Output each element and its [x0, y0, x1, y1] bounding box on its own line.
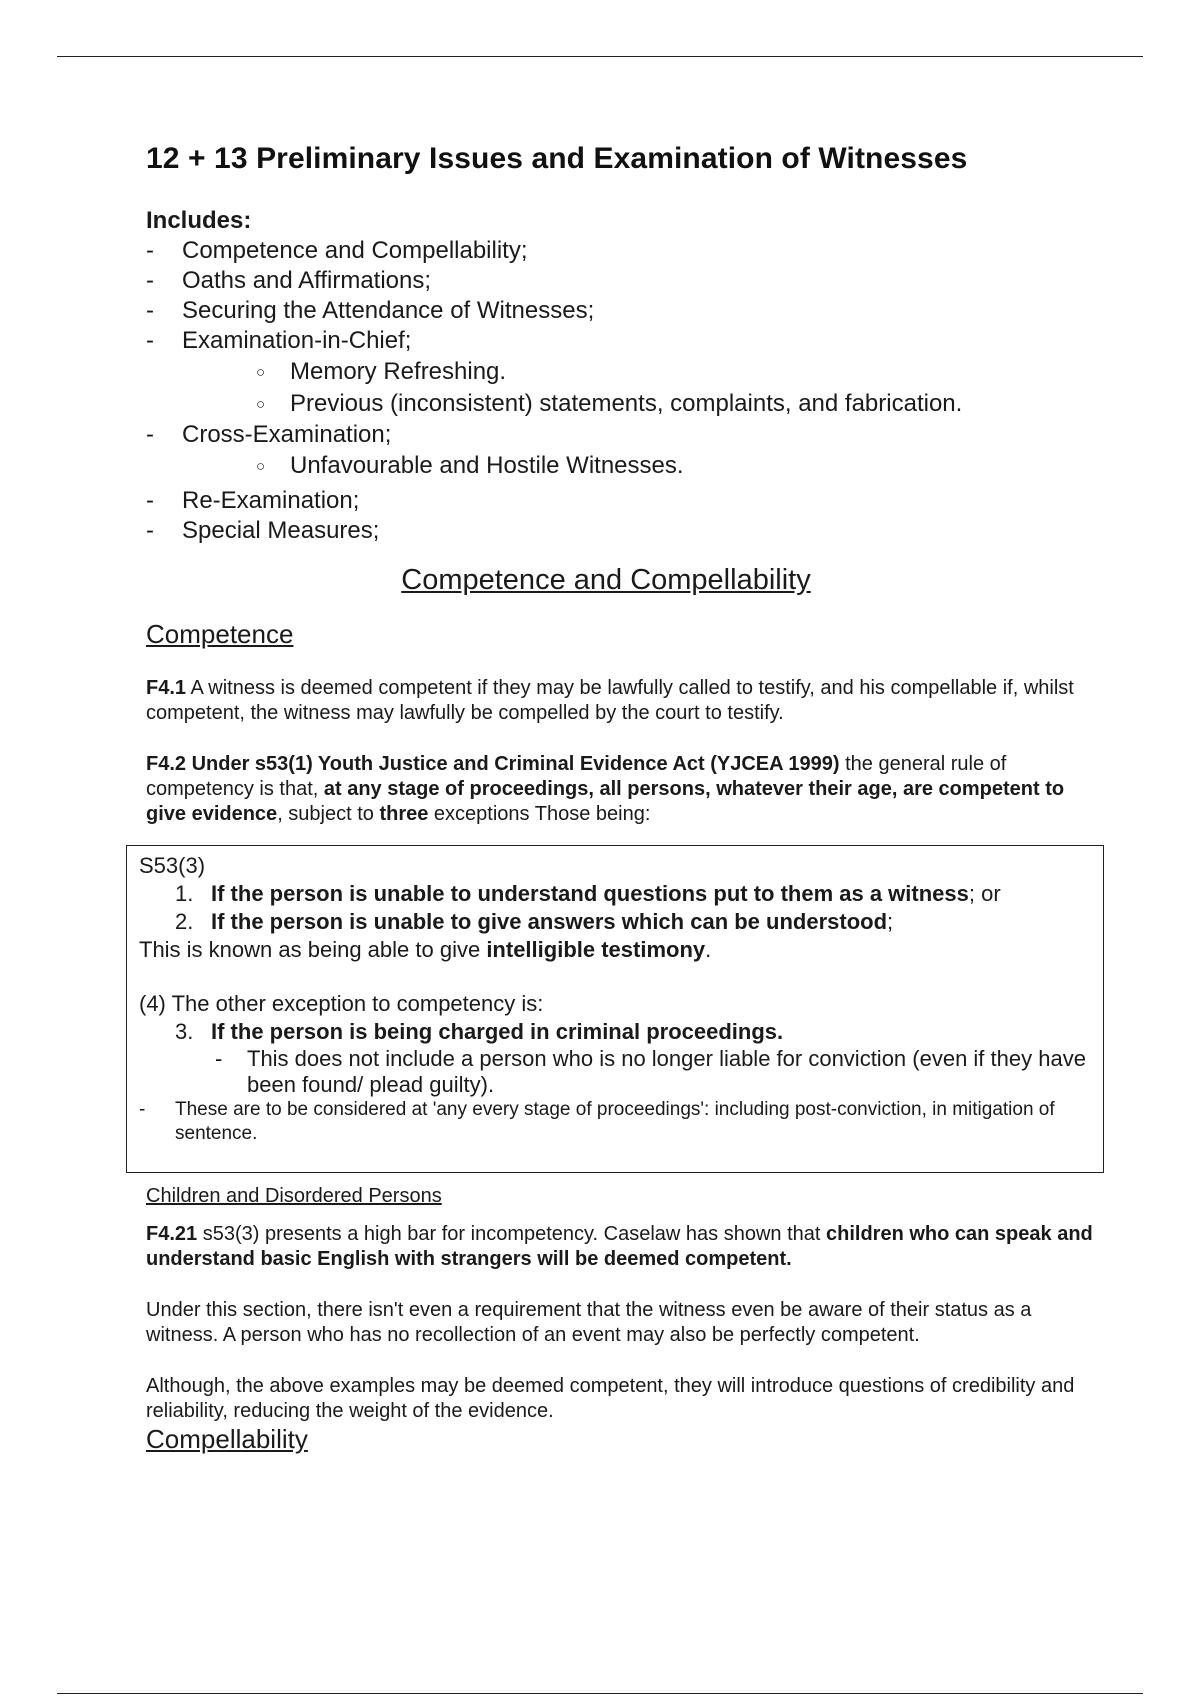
bold-f4-2a: at any stage of proceedings, all persons, whatever their age, are competent to give evidence	[146, 778, 1065, 825]
exception-3-notes	[139, 1046, 1091, 1098]
includes-list-cont	[146, 420, 1106, 450]
item-number: 1.	[175, 881, 194, 906]
paragraph-f4-1	[146, 676, 1106, 726]
bottom-rule	[57, 1693, 1143, 1694]
spacer	[139, 964, 1091, 990]
exam-in-chief-sublist	[146, 356, 1106, 420]
statute-box	[126, 845, 1104, 1173]
list-item	[175, 880, 1091, 908]
ref-f4-1: F4.1	[146, 677, 187, 699]
text-f4-2b: , subject to	[277, 803, 380, 825]
text-f4-1: A witness is deemed competent if they may be lawfully called to testify, and his compellable if, whilst competent, the witness may lawfully be compelled by the court to testify.	[146, 677, 1074, 724]
known-bold: intelligible testimony	[486, 937, 706, 962]
list-item: - Re-Examination;	[146, 486, 1106, 516]
text-f4-21: s53(3) presents a high bar for incompetency. Caselaw has shown that	[197, 1223, 827, 1245]
statute-section: S53(3)	[139, 853, 206, 878]
list-item: - Cross-Examination;	[146, 420, 1106, 450]
text-f4-2c: exceptions Those being:	[428, 803, 651, 825]
list-item: - Special Measures;	[146, 516, 1106, 546]
list-item: - Securing the Attendance of Witnesses;	[146, 296, 1106, 326]
item-number: 2.	[175, 909, 194, 934]
list-item: - Oaths and Affirmations;	[146, 266, 1106, 296]
sub-list-item: ○ Previous (inconsistent) statements, complaints, and fabrication.	[254, 388, 1106, 420]
list-item: - Competence and Compellability;	[146, 236, 1106, 266]
paragraph-witness-status: Under this section, there isn't even a requirement that the witness even be aware of their status as a witness. A person who has no recollection of an event may also be perfectly competent.	[146, 1299, 1032, 1346]
includes-label: Includes:	[146, 207, 252, 234]
list-item: - Examination-in-Chief;	[146, 326, 1106, 356]
list-item	[175, 908, 1091, 936]
section-heading: Competence and Compellability	[401, 564, 811, 596]
competence-heading: Competence	[146, 619, 294, 649]
paragraph-credibility: Although, the above examples may be deemed competent, they will introduce questions of credibility and reliability, reducing the weight of the evidence.	[146, 1375, 1075, 1422]
exception-2-tail: ;	[887, 909, 894, 934]
page-title: 12 + 13 Preliminary Issues and Examination of Witnesses	[146, 142, 968, 175]
exception-2: If the person is unable to give answers which can be understood	[211, 909, 888, 934]
ref-f4-2: F4.2 Under s53(1) Youth Justice and Criminal Evidence Act (YJCEA 1999)	[146, 753, 840, 775]
sub-list-item: ○ Unfavourable and Hostile Witnesses.	[254, 450, 1106, 482]
list-item	[175, 1018, 1091, 1046]
list-item: - This does not include a person who is no longer liable for conviction (even if they have been found/ plead guilty).	[211, 1046, 1091, 1098]
stage-notes	[139, 1098, 1091, 1146]
statute-exceptions-list	[139, 880, 1091, 936]
cross-exam-sublist	[146, 450, 1106, 482]
bold-f4-2b: three	[379, 803, 429, 825]
other-exception-line: (4) The other exception to competency is:	[139, 991, 544, 1016]
sub-list-item: ○ Memory Refreshing.	[254, 356, 1106, 388]
item-number: 3.	[175, 1019, 194, 1044]
compellability-heading: Compellability	[146, 1424, 308, 1454]
known-text: This is known as being able to give	[139, 937, 487, 962]
intelligible-testimony-line	[139, 936, 1091, 964]
exception-3: If the person is being charged in criminal proceedings.	[211, 1019, 784, 1044]
paragraph-f4-2	[146, 752, 1106, 827]
list-item: - These are to be considered at 'any every stage of proceedings': including post-conviction, in mitigation of sentence.	[139, 1098, 1091, 1146]
bold-f4-21: children who can speak and understand basic English with strangers will be deemed competent.	[146, 1223, 1093, 1270]
exception-1-tail: ; or	[968, 881, 1001, 906]
children-heading: Children and Disordered Persons	[146, 1185, 442, 1207]
includes-list	[146, 236, 1106, 356]
statute-exception-3	[139, 1018, 1091, 1046]
document-body	[139, 142, 1106, 1455]
top-rule	[57, 56, 1143, 57]
text-f4-2a: the general rule of competency is that,	[146, 753, 1007, 800]
paragraph-f4-21	[146, 1222, 1106, 1272]
known-tail: .	[705, 937, 712, 962]
ref-f4-21: F4.21	[146, 1223, 198, 1245]
includes-list-end	[146, 486, 1106, 546]
exception-1: If the person is unable to understand questions put to them as a witness	[211, 881, 969, 906]
